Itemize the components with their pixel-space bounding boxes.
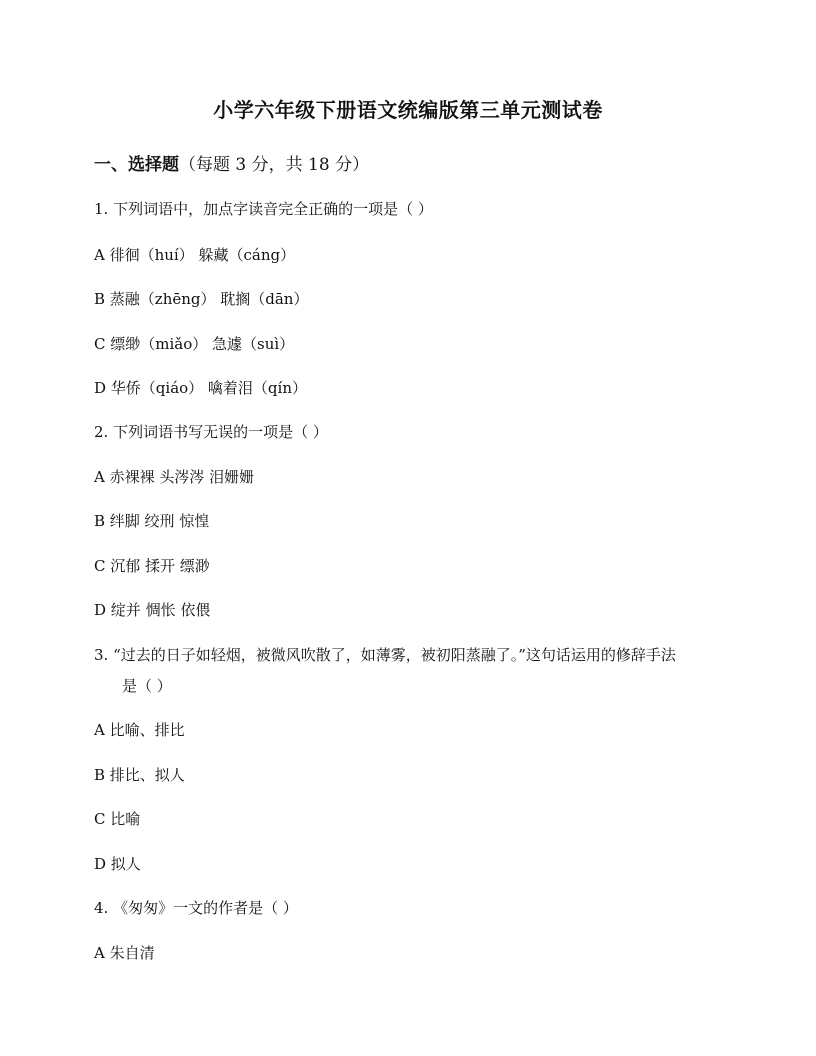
- section-heading-text: 一、选择题: [94, 155, 179, 175]
- question-3-stem-line-1: 3. “过去的日子如轻烟，被微风吹散了，如薄雾，被初阳蒸融了。”这句话运用的修辞手法: [94, 646, 676, 664]
- question-3-option-d: D 拟人: [94, 855, 141, 873]
- question-4-stem: 4. 《匆匆》一文的作者是（ ）: [94, 899, 298, 917]
- question-2-option-d: D 绽并 惆怅 依偎: [94, 601, 211, 619]
- section-heading: [94, 150, 369, 175]
- question-2-option-a: A 赤裸裸 头涔涔 泪姗姗: [94, 468, 255, 486]
- question-4-option-a: A 朱自清: [94, 944, 155, 962]
- question-1-option-d: D 华侨（qiáo） 噙着泪（qín）: [94, 379, 307, 397]
- question-3-option-b: B 排比、拟人: [94, 766, 185, 784]
- question-2-option-b: B 绊脚 绞刑 惊惶: [94, 512, 210, 530]
- question-1-option-c: C 缥缈（miǎo） 急遽（suì）: [94, 335, 295, 353]
- question-1-stem: 1. 下列词语中，加点字读音完全正确的一项是（ ）: [94, 200, 433, 218]
- question-3-option-a: A 比喻、排比: [94, 721, 185, 739]
- question-3-option-c: C 比喻: [94, 810, 141, 828]
- document-title: 小学六年级下册语文统编版第三单元测试卷: [213, 98, 603, 122]
- section-score-note: （每题 3 分，共 18 分）: [179, 155, 370, 175]
- question-1-option-b: B 蒸融（zhēng） 耽搁（dān）: [94, 290, 309, 308]
- question-1-option-a: A 徘徊（huí） 躲藏（cáng）: [94, 246, 296, 264]
- question-3-stem-line-2: 是（ ）: [122, 677, 172, 695]
- question-2-option-c: C 沉郁 揉开 缥渺: [94, 557, 210, 575]
- question-2-stem: 2. 下列词语书写无误的一项是（ ）: [94, 423, 328, 441]
